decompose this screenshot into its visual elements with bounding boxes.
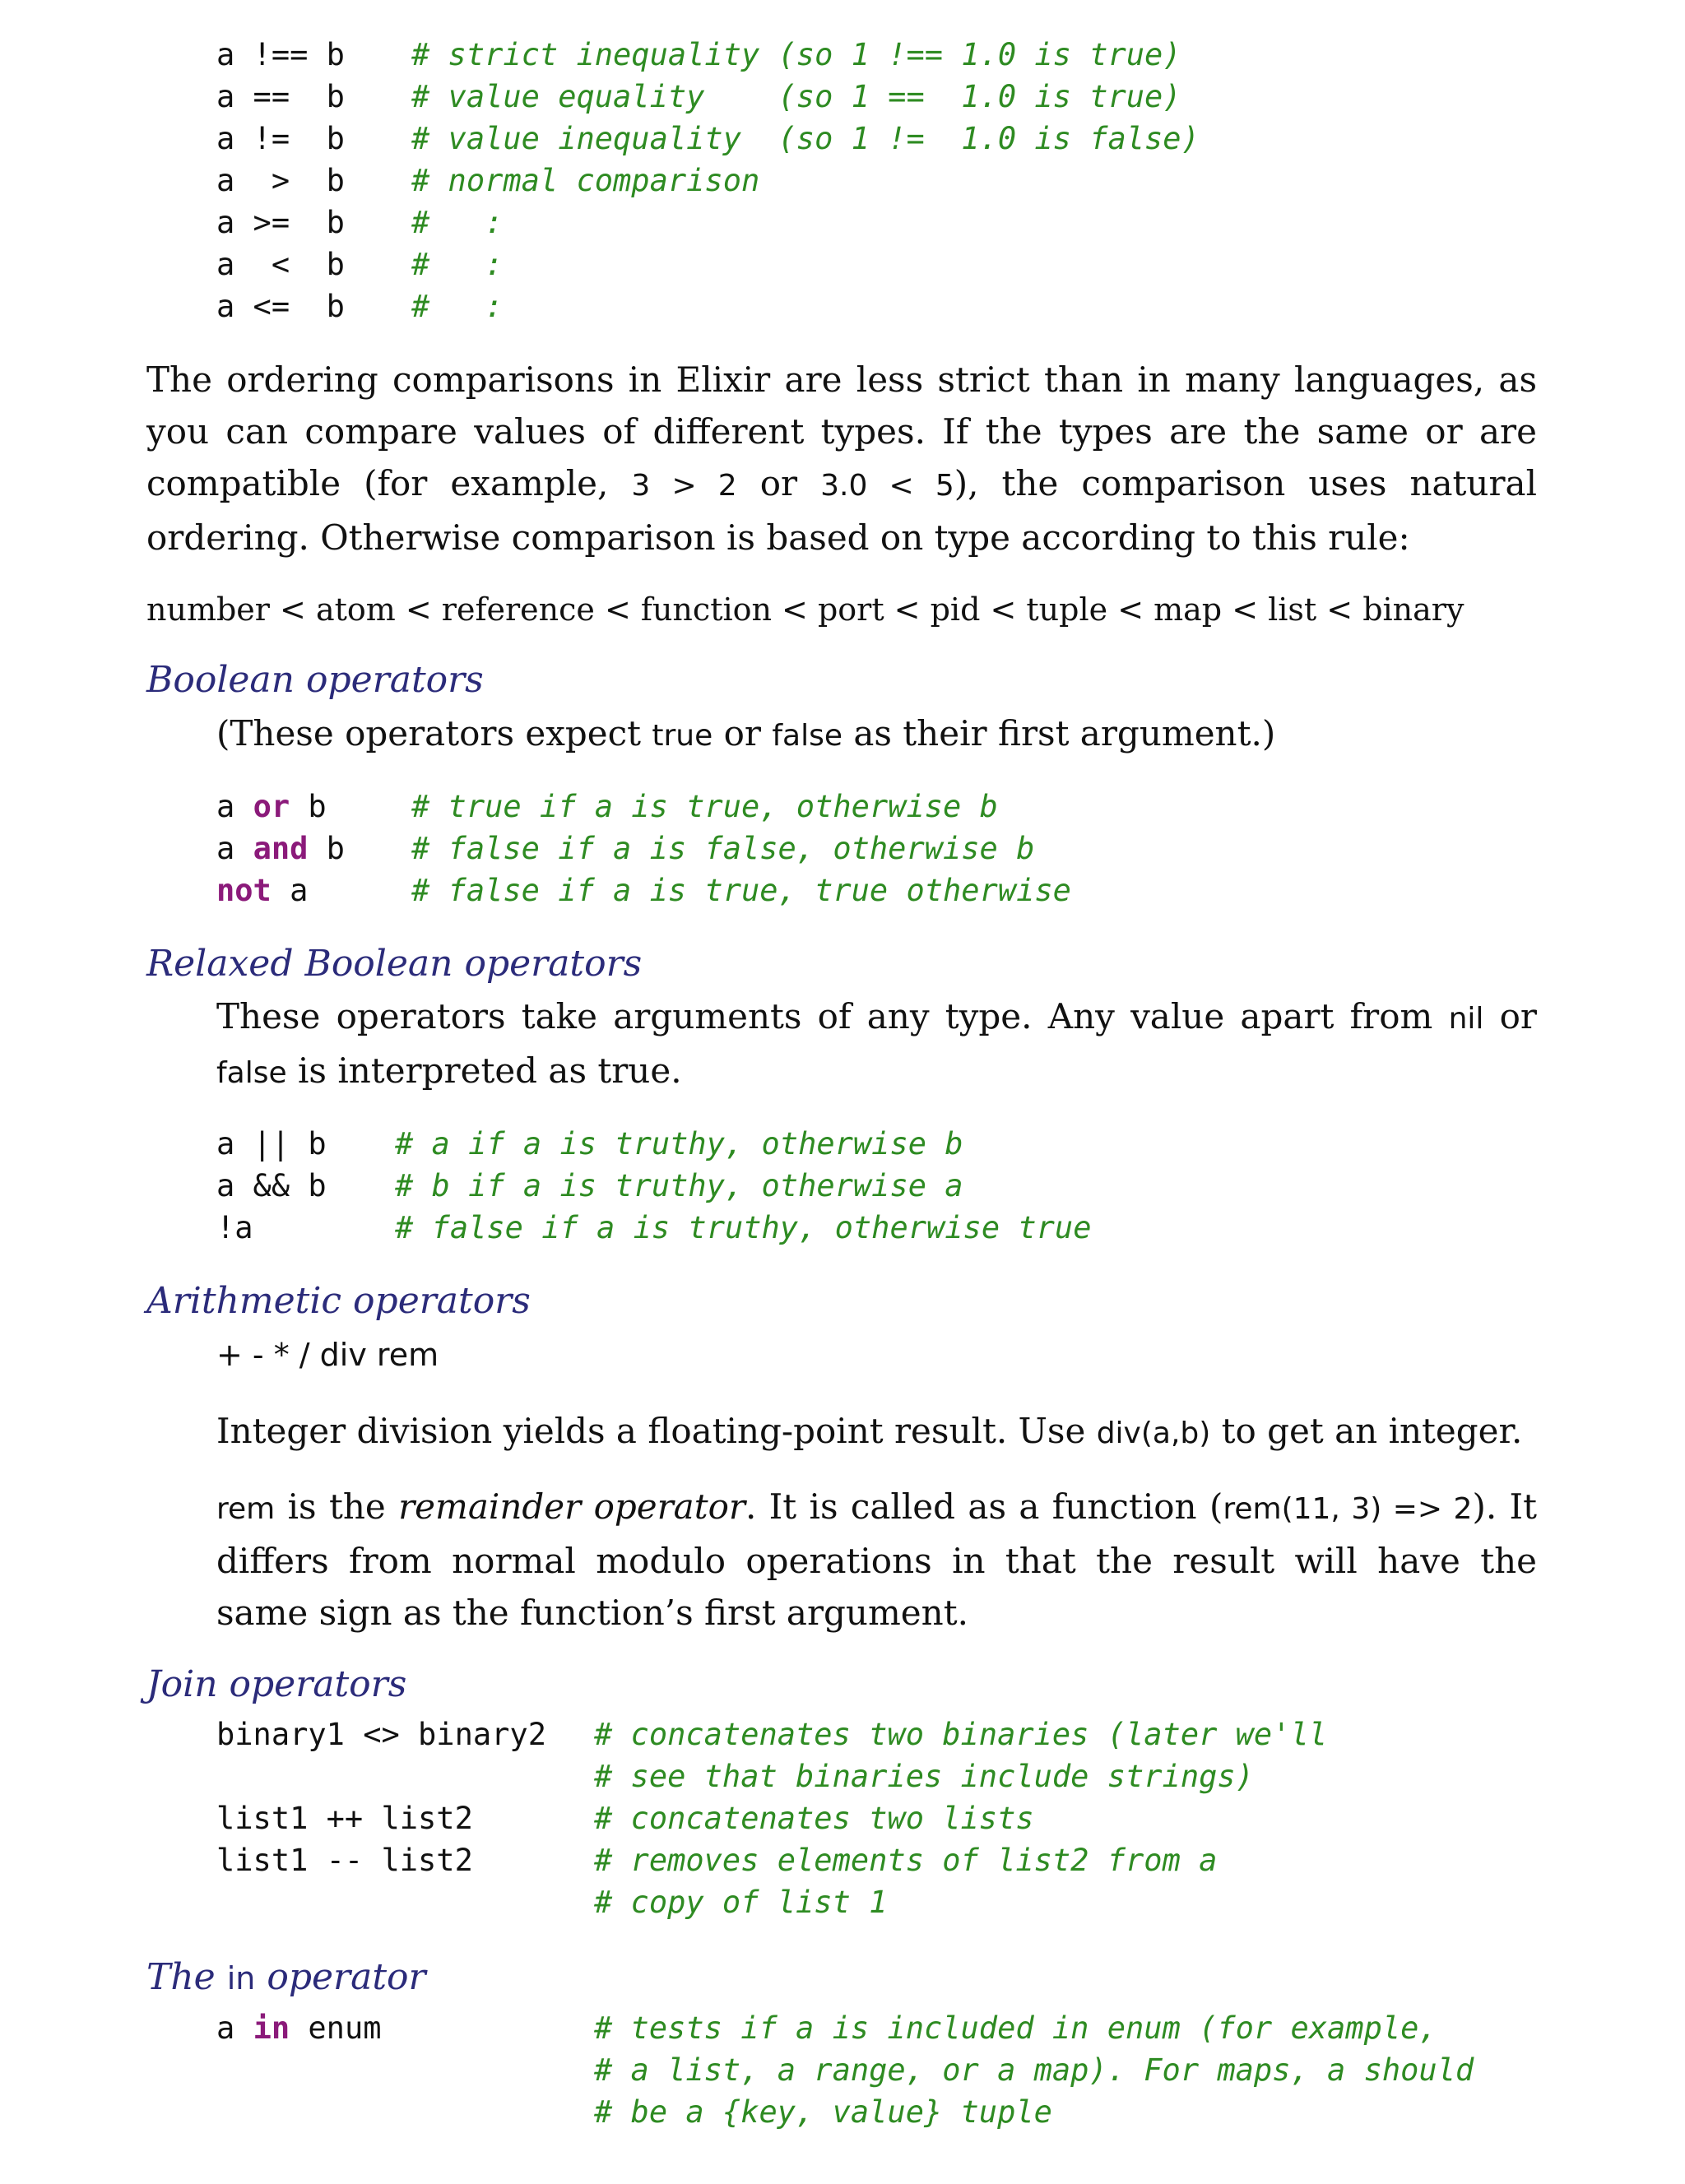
section-heading-arithmetic: Arithmetic operators <box>146 1280 531 1322</box>
section-heading-boolean: Boolean operators <box>146 659 484 701</box>
code-line: not a <box>216 873 309 908</box>
ordering-paragraph <box>146 354 1537 563</box>
code-comment: # concatenates two binaries (later we'll <box>594 1717 1328 1752</box>
code-comment: # value inequality (so 1 != 1.0 is false) <box>411 121 1200 156</box>
code-comment: # : <box>411 247 504 282</box>
inline-code: nil <box>1448 1002 1484 1036</box>
code-comment: # see that binaries include strings) <box>594 1759 1254 1794</box>
code-line: a != b <box>216 121 345 156</box>
inline-code: true <box>652 719 713 753</box>
code-comment: # a list, a range, or a map). For maps, a should <box>594 2052 1474 2088</box>
code-line: a and b <box>216 831 345 866</box>
code-line: a && b <box>216 1168 327 1203</box>
type-order-rule: number < atom < reference < function < port < pid < tuple < map < list < binary <box>146 591 1465 628</box>
code-line: a in enum <box>216 2010 382 2046</box>
code-comment: # : <box>411 289 504 324</box>
paragraph-text: These operators take arguments of any type. Any value apart from <box>216 996 1449 1036</box>
code-comment: # : <box>411 205 504 240</box>
inline-code: 3 > 2 <box>631 469 737 503</box>
inline-code: div(a,b) <box>1096 1417 1211 1450</box>
code-line: a == b <box>216 79 345 114</box>
code-line: binary1 <> binary2 <box>216 1717 546 1752</box>
inline-code: rem(11, 3) => 2 <box>1223 1492 1473 1526</box>
code-line: a <= b <box>216 289 345 324</box>
code-line: a or b <box>216 789 327 824</box>
section-heading-relaxed-boolean: Relaxed Boolean operators <box>146 943 643 985</box>
paragraph-text: ). It differs from normal modulo operations in that the result will have the same sign as the function’s first argument. <box>216 1486 1538 1633</box>
code-comment: # normal comparison <box>411 163 760 198</box>
code-comment: # be a {key, value} tuple <box>594 2094 1052 2130</box>
inline-code: false <box>772 719 842 753</box>
arithmetic-operators-list: + - * / div rem <box>216 1337 439 1373</box>
code-line: a !== b <box>216 37 345 72</box>
code-line: list1 -- list2 <box>216 1843 473 1878</box>
section-heading-join: Join operators <box>146 1663 407 1705</box>
relaxed-intro <box>216 990 1537 1099</box>
code-comment: # false if a is true, true otherwise <box>411 873 1071 908</box>
code-comment: # strict inequality (so 1 !== 1.0 is true) <box>411 37 1181 72</box>
paragraph-text: (These operators expect <box>216 713 652 754</box>
paragraph-text: is interpreted as true. <box>286 1050 682 1091</box>
paragraph-text: or <box>1483 996 1537 1036</box>
paragraph-text: . It is called as a function ( <box>745 1486 1223 1527</box>
boolean-intro <box>216 707 1541 762</box>
code-comment: # concatenates two lists <box>594 1801 1034 1836</box>
paragraph-text: or <box>736 463 821 503</box>
section-heading-in-operator: The in operator <box>146 1956 426 1998</box>
code-comment: # removes elements of list2 from a <box>594 1843 1218 1878</box>
code-comment: # a if a is truthy, otherwise b <box>395 1126 963 1162</box>
code-comment: # b if a is truthy, otherwise a <box>395 1168 963 1203</box>
code-line: !a <box>216 1210 253 1245</box>
code-comment: # tests if a is included in enum (for example, <box>594 2010 1437 2046</box>
code-comment: # false if a is truthy, otherwise true <box>395 1210 1092 1245</box>
code-comment: # false if a is false, otherwise b <box>411 831 1035 866</box>
paragraph-text: as their first argument.) <box>842 713 1276 754</box>
paragraph-text: to get an integer. <box>1210 1411 1523 1451</box>
integer-division-paragraph <box>216 1405 1541 1459</box>
code-line: list1 ++ list2 <box>216 1801 473 1836</box>
paragraph-text: or <box>713 713 773 754</box>
code-line: a >= b <box>216 205 345 240</box>
inline-code: 3.0 < 5 <box>820 469 954 503</box>
inline-code: rem <box>216 1492 276 1526</box>
paragraph-text: Integer division yields a floating-point result. Use <box>216 1411 1097 1451</box>
code-comment: # value equality (so 1 == 1.0 is true) <box>411 79 1181 114</box>
paragraph-text: ), the comparison uses natural ordering. Otherwise comparison is based on type according to this rule: <box>146 463 1538 558</box>
paragraph-text: The ordering comparisons in Elixir are less strict than in many languages, as you can compare values of different types. If the types are the same or are compatible (for example, <box>146 359 1537 503</box>
inline-code: false <box>216 1056 287 1090</box>
code-line: a > b <box>216 163 345 198</box>
code-line: a < b <box>216 247 345 282</box>
paragraph-text: is the <box>275 1486 399 1527</box>
remainder-paragraph <box>216 1481 1537 1639</box>
emphasis: remainder operator <box>398 1486 745 1527</box>
code-comment: # true if a is true, otherwise b <box>411 789 998 824</box>
code-comment: # copy of list 1 <box>594 1885 888 1920</box>
code-line: a || b <box>216 1126 327 1162</box>
